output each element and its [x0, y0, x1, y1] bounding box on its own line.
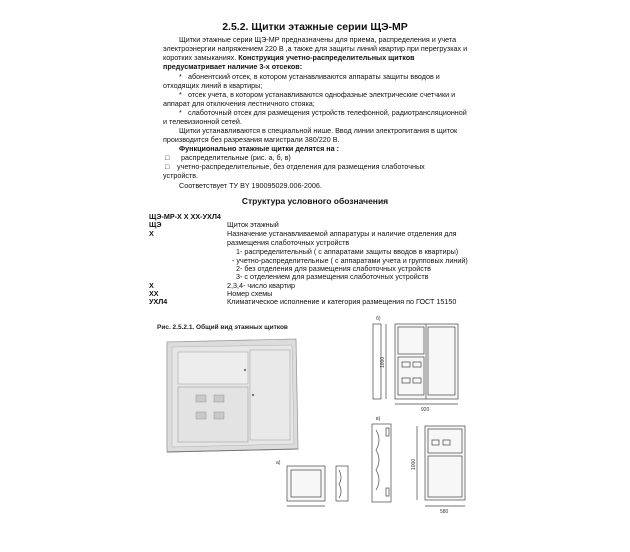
- bullet-1-line-1: абонентский отсек, в котором устанавливаются аппараты защиты вводов и: [188, 72, 440, 81]
- bullet-2-line-1: отсек учета, в котором устанавливаются однофазные электрические счетчики и: [188, 90, 456, 99]
- structure-value: - учетно-распределительные ( с аппаратами учета и групповых линий): [232, 256, 468, 265]
- bullet-mark: *: [179, 72, 182, 81]
- structure-key: ЩЭ: [149, 220, 162, 229]
- bullet-3-line-2: и телевизионной сетей.: [163, 117, 242, 126]
- structure-value: Номер схемы: [227, 289, 273, 298]
- compliance-text: Соответствует ТУ BY 190095029.006-2006.: [179, 181, 322, 190]
- bullet-mark: *: [179, 108, 182, 117]
- dim-v-height: 1000: [411, 458, 417, 470]
- checkbox-icon: □: [165, 153, 170, 162]
- structure-key: Х: [149, 281, 154, 290]
- install-line-1: Щитки устанавливаются в специальной нише. Ввод линии электропитания в щиток: [179, 126, 458, 135]
- structure-key: Х: [149, 229, 154, 238]
- drawing-v: [372, 424, 465, 506]
- structure-heading: Структура условного обозначения: [241, 196, 389, 206]
- structure-key: ХХ: [149, 289, 159, 298]
- install-line-2: производится без разрезания магистрали 380/220 В.: [163, 135, 340, 144]
- functional-heading: Функционально этажные щитки делятся на :: [179, 144, 339, 153]
- structure-value: 1- распределительный ( с аппаратами защиты вводов в квартиры): [236, 247, 459, 256]
- dim-v-width: 580: [440, 509, 449, 515]
- functional-item-2-line-2: устройств.: [163, 171, 199, 180]
- structure-value: 2,3,4- число квартир: [227, 281, 296, 290]
- structure-key: УХЛ4: [149, 297, 168, 306]
- structure-value: 2- без отделения для размещения слаботочных устройств: [236, 264, 431, 273]
- structure-value: Климатическое исполнение и категория размещения по ГОСТ 15150: [227, 297, 457, 306]
- checkbox-icon: □: [165, 162, 170, 171]
- structure-value: размещения слаботочных устройств: [227, 238, 350, 247]
- structure-value: Щиток этажный: [227, 220, 279, 229]
- intro-bold-line: предусматривает наличие 3-х отсеков:: [163, 62, 303, 71]
- structure-value: 3- с отделением для размещения слаботочных устройств: [236, 272, 429, 281]
- page-title: 2.5.2. Щитки этажные серии ЩЭ-МР: [222, 21, 408, 33]
- label-a: а): [276, 460, 281, 466]
- label-v: в): [376, 416, 381, 422]
- intro-line-1: Щитки этажные серии ЩЭ-МР предназначены для приема, распределения и учета: [179, 35, 457, 44]
- figure-caption: Рис. 2.5.2.1. Общий вид этажных щитков: [157, 324, 288, 331]
- bullet-mark: *: [179, 90, 182, 99]
- bullet-2-line-2: аппарат для отключения лестничного стояка;: [163, 99, 315, 108]
- intro-bold-inline: Конструкция учетно-распределительных щитков: [238, 53, 415, 62]
- label-b: б): [376, 316, 381, 322]
- structure-code: ЩЭ-МР-Х Х ХХ-УХЛ4: [149, 212, 221, 221]
- drawing-a: [287, 466, 348, 506]
- intro-line-3: коротких замыканиях. Конструкция учетно-распределительных щитков: [163, 53, 415, 62]
- dim-b-width: 920: [421, 407, 430, 413]
- dim-b-height: 1000: [380, 356, 386, 368]
- structure-value: Назначение устанавливаемой аппаратуры и наличие отделения для: [227, 229, 457, 238]
- functional-item-2-line-1: учетно-распределительные, без отделения для размещения слаботочных: [177, 162, 425, 171]
- bullet-1-line-2: отходящих линий в квартиры;: [163, 81, 263, 90]
- functional-item-1: распределительные (рис. а, б, в): [181, 153, 291, 162]
- intro-line-2: электроэнергии напряжением 220 В ,а также для защиты линий квартир при перегрузках и: [163, 44, 468, 53]
- cabinet-photo: [167, 339, 298, 452]
- bullet-3-line-1: слаботочный отсек для размещения устройств телефонной, радиотрансляционной: [188, 108, 467, 117]
